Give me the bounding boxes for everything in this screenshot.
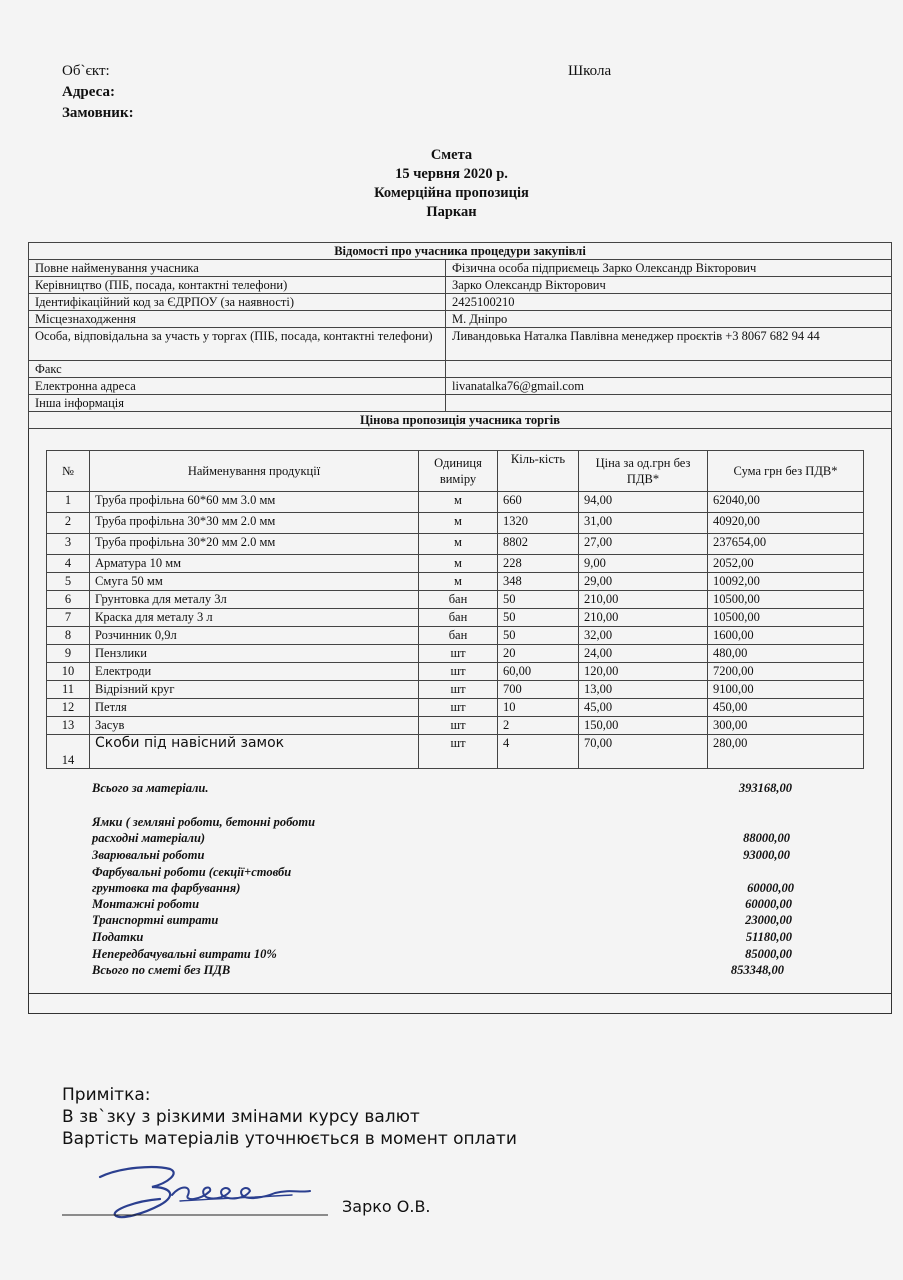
row-number: 8 xyxy=(47,627,90,645)
price-row xyxy=(47,492,864,513)
info-label: Інша інформація xyxy=(29,395,446,412)
unit: бан xyxy=(419,591,498,609)
unforeseen-value: 85000,00 xyxy=(745,947,792,961)
transport-value: 23000,00 xyxy=(745,913,792,927)
quantity: 4 xyxy=(498,735,579,769)
row-sum: 480,00 xyxy=(708,645,864,663)
title-line-3: Комерційна пропозиція xyxy=(374,185,529,201)
row-number: 4 xyxy=(47,555,90,573)
row-sum: 40920,00 xyxy=(708,513,864,534)
info-row xyxy=(29,378,892,395)
info-row xyxy=(29,395,892,412)
welding-value: 93000,00 xyxy=(743,848,790,862)
document-title xyxy=(0,146,903,222)
info-value: М. Дніпро xyxy=(446,311,892,328)
row-sum: 62040,00 xyxy=(708,492,864,513)
info-label: Повне найменування учасника xyxy=(29,260,446,277)
row-sum: 280,00 xyxy=(708,735,864,769)
product-name: Розчинник 0,9л xyxy=(90,627,419,645)
info-label: Факс xyxy=(29,361,446,378)
grand-total-label: Всього по сметі без ПДВ xyxy=(92,963,231,977)
unit: м xyxy=(419,534,498,555)
unit-price: 27,00 xyxy=(579,534,708,555)
row-number: 2 xyxy=(47,513,90,534)
unit-price: 29,00 xyxy=(579,573,708,591)
unit-price: 210,00 xyxy=(579,591,708,609)
product-name: Електроди xyxy=(90,663,419,681)
info-value: Ливандовька Наталка Павлівна менеджер проєктів +3 8067 682 94 44 xyxy=(446,328,892,361)
unit-price: 32,00 xyxy=(579,627,708,645)
work-value: 88000,00 xyxy=(743,831,790,845)
row-number: 6 xyxy=(47,591,90,609)
note-label: Примітка: xyxy=(62,1085,151,1105)
title-line-4: Паркан xyxy=(426,204,477,220)
col-name-header: Найменування продукції xyxy=(90,451,419,492)
paint-label-line2: грунтовка та фарбування) xyxy=(92,881,241,895)
info-row xyxy=(29,328,892,361)
info-value xyxy=(446,361,892,378)
price-row xyxy=(47,609,864,627)
info-label: Ідентифікаційний код за ЄДРПОУ (за наявності) xyxy=(29,294,446,311)
unit-price: 70,00 xyxy=(579,735,708,769)
footer-divider xyxy=(28,993,892,994)
product-name: Пензлики xyxy=(90,645,419,663)
row-sum: 10500,00 xyxy=(708,591,864,609)
price-table xyxy=(46,450,864,769)
object-value: Школа xyxy=(568,63,612,79)
address-label: Адреса: xyxy=(62,84,115,100)
info-label: Електронна адреса xyxy=(29,378,446,395)
col-qty-header: Кіль-кість xyxy=(498,451,579,492)
row-sum: 237654,00 xyxy=(708,534,864,555)
unit: бан xyxy=(419,609,498,627)
quantity: 10 xyxy=(498,699,579,717)
info-row xyxy=(29,277,892,294)
quantity: 50 xyxy=(498,627,579,645)
col-unit-header: Одиниця виміру xyxy=(419,451,498,492)
mount-value: 60000,00 xyxy=(745,897,792,911)
quantity: 660 xyxy=(498,492,579,513)
note-line-2: Вартість матеріалів уточнюється в момент оплати xyxy=(62,1129,517,1149)
materials-total-value: 393168,00 xyxy=(738,781,792,795)
unit: шт xyxy=(419,645,498,663)
quantity: 2 xyxy=(498,717,579,735)
unit-price: 94,00 xyxy=(579,492,708,513)
product-name: Труба профільна 30*20 мм 2.0 мм xyxy=(90,534,419,555)
info-row xyxy=(29,294,892,311)
row-sum: 300,00 xyxy=(708,717,864,735)
row-number: 3 xyxy=(47,534,90,555)
row-number: 9 xyxy=(47,645,90,663)
unit: шт xyxy=(419,681,498,699)
work-label-line1: Ямки ( земляні роботи, бетонні роботи xyxy=(92,815,316,829)
unit: бан xyxy=(419,627,498,645)
signatory-name: Зарко О.В. xyxy=(342,1197,431,1216)
unit: шт xyxy=(419,699,498,717)
col-price-header: Ціна за од.грн без ПДВ* xyxy=(579,451,708,492)
product-name: Арматура 10 мм xyxy=(90,555,419,573)
row-sum: 2052,00 xyxy=(708,555,864,573)
product-name: Труба профільна 30*30 мм 2.0 мм xyxy=(90,513,419,534)
unit: шт xyxy=(419,717,498,735)
unit: м xyxy=(419,513,498,534)
participant-info-table xyxy=(28,242,892,429)
price-row xyxy=(47,627,864,645)
row-number: 1 xyxy=(47,492,90,513)
quantity: 1320 xyxy=(498,513,579,534)
product-name: Смуга 50 мм xyxy=(90,573,419,591)
product-name: Петля xyxy=(90,699,419,717)
transport-label: Транспортні витрати xyxy=(92,913,219,927)
unit-price: 150,00 xyxy=(579,717,708,735)
quantity: 60,00 xyxy=(498,663,579,681)
price-row xyxy=(47,555,864,573)
product-name: Краска для металу 3 л xyxy=(90,609,419,627)
title-line-2: 15 червня 2020 р. xyxy=(395,166,508,182)
unit: м xyxy=(419,573,498,591)
product-name: Засув xyxy=(90,717,419,735)
info-value: Фізична особа підприємець Зарко Олександр Вікторович xyxy=(446,260,892,277)
row-number: 13 xyxy=(47,717,90,735)
price-row xyxy=(47,681,864,699)
grand-total-value: 853348,00 xyxy=(730,963,784,977)
unit-price: 31,00 xyxy=(579,513,708,534)
row-number: 7 xyxy=(47,609,90,627)
mount-label: Монтажні роботи xyxy=(92,897,200,911)
price-row xyxy=(47,735,864,769)
row-sum: 450,00 xyxy=(708,699,864,717)
price-row xyxy=(47,591,864,609)
row-number: 5 xyxy=(47,573,90,591)
product-name: Відрізний круг xyxy=(90,681,419,699)
tax-label: Податки xyxy=(92,930,144,944)
info-section-title: Відомості про учасника процедури закупівлі xyxy=(29,243,892,260)
info-label: Керівництво (ПІБ, посада, контактні телефони) xyxy=(29,277,446,294)
customer-label: Замовник: xyxy=(62,105,134,121)
row-sum: 1600,00 xyxy=(708,627,864,645)
paint-label-line1: Фарбувальні роботи (секції+стовби xyxy=(92,865,292,879)
info-row xyxy=(29,260,892,277)
info-label: Місцезнаходження xyxy=(29,311,446,328)
quantity: 50 xyxy=(498,591,579,609)
info-value: Зарко Олександр Вікторович xyxy=(446,277,892,294)
unit: шт xyxy=(419,663,498,681)
row-number: 14 xyxy=(47,735,90,769)
object-label: Об`єкт: xyxy=(62,63,110,79)
unit-price: 120,00 xyxy=(579,663,708,681)
quantity: 20 xyxy=(498,645,579,663)
row-number: 10 xyxy=(47,663,90,681)
col-sum-header: Сума грн без ПДВ* xyxy=(708,451,864,492)
quantity: 700 xyxy=(498,681,579,699)
quantity: 8802 xyxy=(498,534,579,555)
unit-price: 13,00 xyxy=(579,681,708,699)
quantity: 228 xyxy=(498,555,579,573)
price-row xyxy=(47,717,864,735)
info-value: livanatalka76@gmail.com xyxy=(446,378,892,395)
row-number: 11 xyxy=(47,681,90,699)
info-value: 2425100210 xyxy=(446,294,892,311)
price-row xyxy=(47,513,864,534)
handwritten-signature xyxy=(60,1155,340,1240)
row-number: 12 xyxy=(47,699,90,717)
materials-total-label: Всього за матеріали. xyxy=(92,781,209,795)
col-num-header: № xyxy=(47,451,90,492)
price-row xyxy=(47,534,864,555)
unforeseen-label: Непередбачувальні витрати 10% xyxy=(92,947,277,961)
title-line-1: Смета xyxy=(430,147,473,163)
product-name: Скоби під навісний замок xyxy=(90,735,419,769)
info-row xyxy=(29,361,892,378)
unit: м xyxy=(419,492,498,513)
row-sum: 7200,00 xyxy=(708,663,864,681)
unit: м xyxy=(419,555,498,573)
unit-price: 24,00 xyxy=(579,645,708,663)
product-name: Труба профільна 60*60 мм 3.0 мм xyxy=(90,492,419,513)
quantity: 348 xyxy=(498,573,579,591)
tax-value: 51180,00 xyxy=(745,930,792,944)
product-name: Грунтовка для металу 3л xyxy=(90,591,419,609)
price-row xyxy=(47,645,864,663)
price-header-row xyxy=(47,451,864,492)
work-label-line2: расходні матеріали) xyxy=(92,831,206,845)
welding-label: Зварювальні роботи xyxy=(92,848,205,862)
price-row xyxy=(47,573,864,591)
price-section-title: Цінова пропозиція учасника торгів xyxy=(29,412,892,429)
info-row xyxy=(29,311,892,328)
row-sum: 9100,00 xyxy=(708,681,864,699)
note-line-1: В зв`зку з різкими змінами курсу валют xyxy=(62,1107,420,1127)
row-sum: 10500,00 xyxy=(708,609,864,627)
price-row xyxy=(47,663,864,681)
unit-price: 45,00 xyxy=(579,699,708,717)
unit-price: 9,00 xyxy=(579,555,708,573)
unit-price: 210,00 xyxy=(579,609,708,627)
info-label: Особа, відповідальна за участь у торгах (ПІБ, посада, контактні телефони) xyxy=(29,328,446,361)
paint-value: 60000,00 xyxy=(747,881,794,895)
unit: шт xyxy=(419,735,498,769)
row-sum: 10092,00 xyxy=(708,573,864,591)
quantity: 50 xyxy=(498,609,579,627)
info-value xyxy=(446,395,892,412)
price-row xyxy=(47,699,864,717)
